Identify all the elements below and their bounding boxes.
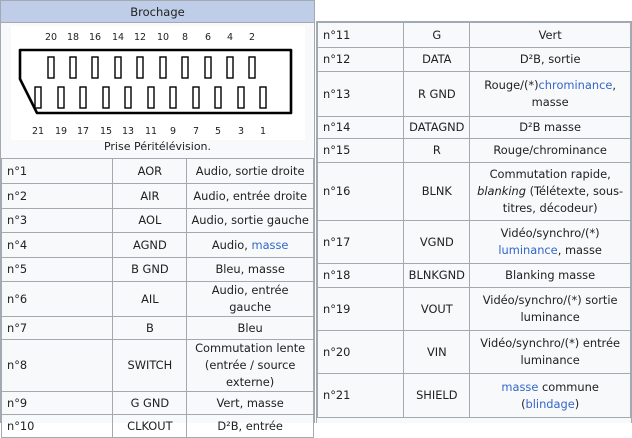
signal-description (470, 72, 631, 117)
pin-contact (48, 57, 54, 78)
pin-contact (170, 87, 176, 108)
signal-description (470, 374, 631, 418)
infobox-title: Brochage (1, 1, 314, 23)
signal-description (187, 184, 314, 209)
pin-number-label: 9 (169, 126, 177, 137)
description-text: Vert (538, 27, 562, 42)
signal-name: R (404, 139, 470, 163)
signal-description (187, 209, 314, 233)
pin-number-label: 8 (181, 32, 189, 43)
signal-description (187, 415, 314, 438)
wiki-link[interactable]: blindage (525, 396, 575, 411)
pin-row (318, 288, 631, 331)
signal-description (470, 264, 631, 288)
description-text: Vidéo/synchro/(*) (500, 226, 600, 240)
pin-number-label: 3 (237, 126, 245, 137)
signal-description (470, 48, 631, 72)
pin-number-label: 12 (133, 32, 147, 43)
pin-number: n°14 (318, 117, 404, 139)
pin-contact (193, 87, 199, 108)
signal-description (187, 258, 314, 282)
pin-contact (58, 87, 64, 108)
signal-description (470, 117, 631, 139)
signal-description (470, 163, 631, 221)
wiki-link[interactable]: masse (501, 379, 539, 394)
pin-number-label: 15 (99, 126, 113, 137)
signal-name: AIR (113, 184, 187, 209)
pin-row (2, 184, 314, 209)
pin-number-label: 19 (54, 126, 68, 137)
signal-name: AGND (113, 233, 187, 258)
pin-number-label: 21 (31, 126, 45, 137)
pin-number: n°19 (318, 288, 404, 331)
description-text: (Télétexte, sous-titres, décodeur) (502, 184, 624, 215)
pin-number: n°4 (2, 233, 113, 258)
signal-name: R GND (404, 72, 470, 117)
signal-name: SWITCH (113, 340, 187, 392)
pin-contact (103, 87, 109, 108)
signal-name: CLKOUT (113, 415, 187, 438)
signal-name: B GND (113, 258, 187, 282)
description-text: ) (574, 396, 580, 411)
pin-contact (249, 57, 255, 78)
pin-number: n°11 (318, 23, 404, 48)
pin-number-label: 18 (66, 32, 80, 43)
signal-description (187, 282, 314, 317)
pinout-table-left (1, 158, 314, 438)
pin-number-label: 17 (76, 126, 90, 137)
signal-name: SHIELD (404, 374, 470, 418)
pin-row (318, 221, 631, 264)
pin-number-label: 5 (214, 126, 222, 137)
pin-contact (35, 87, 41, 108)
pin-number: n°5 (2, 258, 113, 282)
signal-description (470, 139, 631, 163)
pin-contact (182, 57, 188, 78)
description-text: Vidéo/synchro/(*) entrée luminance (480, 336, 620, 367)
pin-number: n°16 (318, 163, 404, 221)
pin-contact (215, 87, 221, 108)
pin-row (318, 374, 631, 418)
pin-contact (125, 87, 131, 108)
pin-number-label: 6 (204, 32, 212, 43)
signal-name: AOR (113, 159, 187, 184)
diagram-caption: Prise Péritélévision. (103, 140, 212, 153)
signal-name: G GND (113, 392, 187, 415)
pin-row (2, 392, 314, 415)
description-text: D²B, sortie (519, 52, 581, 66)
pin-row (318, 117, 631, 139)
signal-name: G (404, 23, 470, 48)
description-text: Bleu, masse (215, 262, 285, 276)
signal-name: BLNK (404, 163, 470, 221)
pin-row (2, 282, 314, 317)
pin-number-label: 2 (248, 32, 256, 43)
signal-description (187, 392, 314, 415)
pin-contact (205, 57, 211, 78)
pin-row (318, 163, 631, 221)
pin-number: n°10 (2, 415, 113, 438)
description-text: Commutation rapide, (489, 167, 611, 181)
description-text: D²B, entrée (217, 418, 283, 433)
pin-number-label: 14 (111, 32, 125, 43)
description-text: Audio, entrée gauche (211, 283, 289, 314)
description-text: Blanking masse (505, 268, 596, 282)
signal-name: B (113, 317, 187, 340)
signal-name: AOL (113, 209, 187, 233)
signal-name: DATAGND (404, 117, 470, 139)
pin-number-label: 10 (156, 32, 170, 43)
pin-number: n°6 (2, 282, 113, 317)
signal-description (187, 317, 314, 340)
signal-description (470, 23, 631, 48)
pinout-infobox-continued (316, 21, 632, 423)
signal-name: VIN (404, 331, 470, 374)
pin-row (2, 159, 314, 184)
signal-description (187, 340, 314, 392)
pin-number: n°15 (318, 139, 404, 163)
signal-description (470, 288, 631, 331)
pin-number-label: 16 (88, 32, 102, 43)
pin-number: n°8 (2, 340, 113, 392)
pin-number: n°9 (2, 392, 113, 415)
description-text: Audio, sortie gauche (191, 213, 309, 227)
pin-contact (137, 57, 143, 78)
wiki-link[interactable]: chrominance (538, 78, 613, 92)
description-text: Vert, masse (216, 395, 284, 410)
signal-name: VOUT (404, 288, 470, 331)
description-text: Audio, sortie droite (195, 163, 305, 178)
pin-contact (260, 87, 266, 108)
pin-row (2, 340, 314, 392)
signal-name: VGND (404, 221, 470, 264)
pin-number: n°7 (2, 317, 113, 340)
pin-number: n°3 (2, 209, 113, 233)
signal-name: DATA (404, 48, 470, 72)
pin-number-label: 1 (259, 126, 267, 137)
pin-contact (238, 87, 244, 108)
pin-row (2, 209, 314, 233)
description-text: Audio, (211, 237, 252, 252)
pin-number: n°17 (318, 221, 404, 264)
pin-row (318, 264, 631, 288)
pin-contact (227, 57, 233, 78)
pin-number: n°21 (318, 374, 404, 418)
pin-contact (80, 87, 86, 108)
pin-contact (160, 57, 166, 78)
signal-description (187, 233, 314, 258)
pin-row (318, 139, 631, 163)
pin-row (318, 48, 631, 72)
description-text: blanking (477, 184, 526, 198)
description-text: Commutation lente (entrée / source externe) (195, 341, 306, 389)
pin-contact (92, 57, 98, 78)
signal-description (187, 159, 314, 184)
description-text: commune ( (521, 379, 599, 411)
pin-contact (148, 87, 154, 108)
pin-row (2, 415, 314, 438)
description-text: Bleu (237, 320, 263, 335)
pin-row (2, 317, 314, 340)
signal-name: AIL (113, 282, 187, 317)
description-text: Audio, entrée droite (193, 188, 307, 203)
pin-number-label: 4 (226, 32, 234, 43)
description-text: Rouge/(*) (484, 78, 539, 92)
pin-number: n°13 (318, 72, 404, 117)
pin-row (2, 258, 314, 282)
pin-contact (70, 57, 76, 78)
signal-name: BLNKGND (404, 264, 470, 288)
pin-number-label: 11 (144, 126, 158, 137)
pin-row (2, 233, 314, 258)
pinout-infobox (0, 0, 315, 433)
description-text: Vidéo/synchro/(*) sortie luminance (482, 293, 618, 324)
pin-row (318, 23, 631, 48)
pin-row (318, 72, 631, 117)
pin-number-label: 7 (192, 126, 200, 137)
pin-number-label: 13 (121, 126, 135, 137)
pin-number: n°12 (318, 48, 404, 72)
pin-number-label: 20 (44, 32, 58, 43)
signal-description (470, 221, 631, 264)
description-text: , masse (557, 243, 602, 257)
scart-connector-diagram (11, 26, 305, 140)
pin-contact (115, 57, 121, 78)
signal-description (470, 331, 631, 374)
description-text: D²B masse (519, 120, 581, 134)
pin-number: n°18 (318, 264, 404, 288)
pin-number: n°2 (2, 184, 113, 209)
description-text: Rouge/chrominance (493, 143, 607, 157)
pinout-table-right (317, 22, 631, 418)
pin-row (318, 331, 631, 374)
pin-number: n°1 (2, 159, 113, 184)
description-text: , masse (531, 78, 616, 109)
wiki-link[interactable]: masse (251, 237, 289, 252)
wiki-link[interactable]: luminance (498, 243, 558, 257)
pin-number: n°20 (318, 331, 404, 374)
